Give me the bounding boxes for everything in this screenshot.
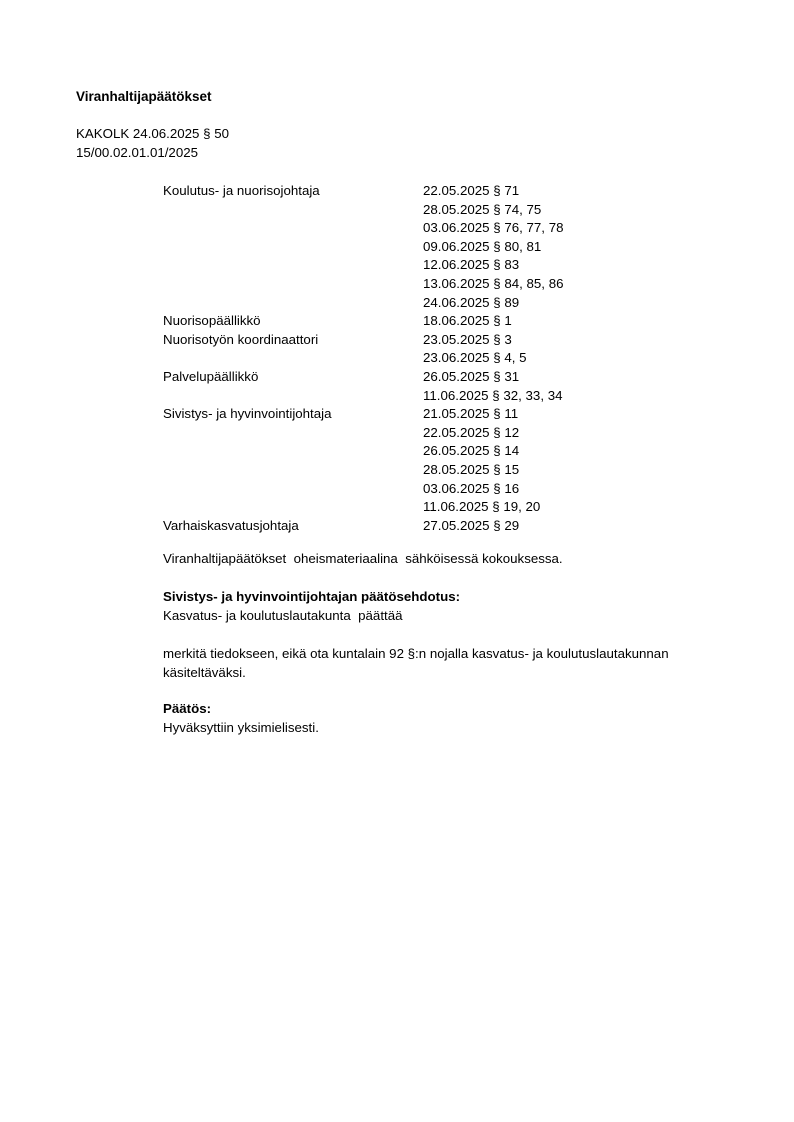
- decision-role: Palvelupäällikkö: [163, 368, 259, 384]
- decision-role: Koulutus- ja nuorisojohtaja: [163, 183, 320, 198]
- decision-entry: 12.06.2025 § 83: [423, 257, 520, 273]
- decision-role: [163, 275, 423, 294]
- proposal-intro: Kasvatus- ja koulutuslautakunta päättää: [163, 607, 403, 623]
- decision-row: [163, 312, 603, 331]
- attachment-note: Viranhaltijapäätökset oheismateriaalina sähköisessä kokouksessa.: [163, 551, 563, 566]
- decision-role: Varhaiskasvatusjohtaja: [163, 517, 299, 533]
- decision-entry: 23.06.2025 § 4, 5: [423, 350, 527, 366]
- decision-role: [163, 349, 423, 368]
- decision-row: [163, 182, 603, 201]
- decision-entry: 22.05.2025 § 12: [423, 424, 520, 440]
- decision-row: [163, 461, 603, 480]
- decision-entry: 13.06.2025 § 84, 85, 86: [423, 275, 564, 291]
- decision-role: [163, 219, 423, 238]
- decision-row: [163, 201, 603, 220]
- decision-row: [163, 331, 603, 350]
- decision-row: [163, 517, 603, 536]
- decision-row: [163, 275, 603, 294]
- decision-role: [163, 387, 423, 406]
- meeting-reference: KAKOLK 24.06.2025 § 50: [76, 126, 230, 141]
- decision-row: [163, 405, 603, 424]
- decision-entry: 24.06.2025 § 89: [423, 294, 520, 310]
- proposal-text: merkitä tiedokseen, eikä ota kuntalain 92 §:n nojalla kasvatus- ja koulutuslautakunnan käsiteltäväksi.: [163, 646, 669, 680]
- decision-row: [163, 387, 603, 406]
- decision-row: [163, 442, 603, 461]
- decision-entry: 27.05.2025 § 29: [423, 517, 520, 533]
- decision-row: [163, 498, 603, 517]
- decision-row: [163, 256, 603, 275]
- decision-role: Nuorisotyön koordinaattori: [163, 331, 319, 347]
- decision-role: [163, 201, 423, 220]
- decision-heading: Päätös:: [163, 701, 212, 716]
- decision-role: Sivistys- ja hyvinvointijohtaja: [163, 406, 332, 422]
- decision-row: [163, 480, 603, 499]
- decision-entry: 26.05.2025 § 14: [423, 443, 520, 459]
- decision-role: Nuorisopäällikkö: [163, 313, 261, 329]
- decision-row: [163, 368, 603, 387]
- decisions-table: [163, 182, 603, 535]
- decision-entry: 09.06.2025 § 80, 81: [423, 238, 542, 254]
- proposal-heading: Sivistys- ja hyvinvointijohtajan päätösehdotus:: [163, 589, 461, 604]
- decision-entry: 18.06.2025 § 1: [423, 313, 512, 329]
- decision-role: [163, 294, 423, 313]
- decision-role: [163, 442, 423, 461]
- decision-row: [163, 219, 603, 238]
- decision-row: [163, 294, 603, 313]
- case-reference: 15/00.02.01.01/2025: [76, 145, 199, 160]
- decision-text: Hyväksyttiin yksimielisesti.: [163, 719, 319, 735]
- decision-entry: 26.05.2025 § 31: [423, 368, 520, 384]
- decision-role: [163, 498, 423, 517]
- decision-role: [163, 256, 423, 275]
- decision-row: [163, 424, 603, 443]
- decision-row: [163, 349, 603, 368]
- decision-entry: 23.05.2025 § 3: [423, 331, 512, 347]
- decision-section: [163, 700, 743, 737]
- decision-role: [163, 238, 423, 257]
- document-title: Viranhaltijapäätökset: [76, 89, 212, 104]
- decision-role: [163, 424, 423, 443]
- decision-entry: 11.06.2025 § 19, 20: [423, 499, 541, 515]
- decision-role: [163, 480, 423, 499]
- decision-entry: 11.06.2025 § 32, 33, 34: [423, 387, 563, 403]
- decision-entry: 28.05.2025 § 74, 75: [423, 201, 542, 217]
- decision-entry: 03.06.2025 § 16: [423, 480, 520, 496]
- proposal-section: [163, 588, 743, 625]
- decision-entry: 22.05.2025 § 71: [423, 183, 520, 198]
- decision-entry: 21.05.2025 § 11: [423, 406, 519, 422]
- decision-entry: 03.06.2025 § 76, 77, 78: [423, 220, 564, 236]
- decision-role: [163, 461, 423, 480]
- decision-row: [163, 238, 603, 257]
- decision-entry: 28.05.2025 § 15: [423, 461, 520, 477]
